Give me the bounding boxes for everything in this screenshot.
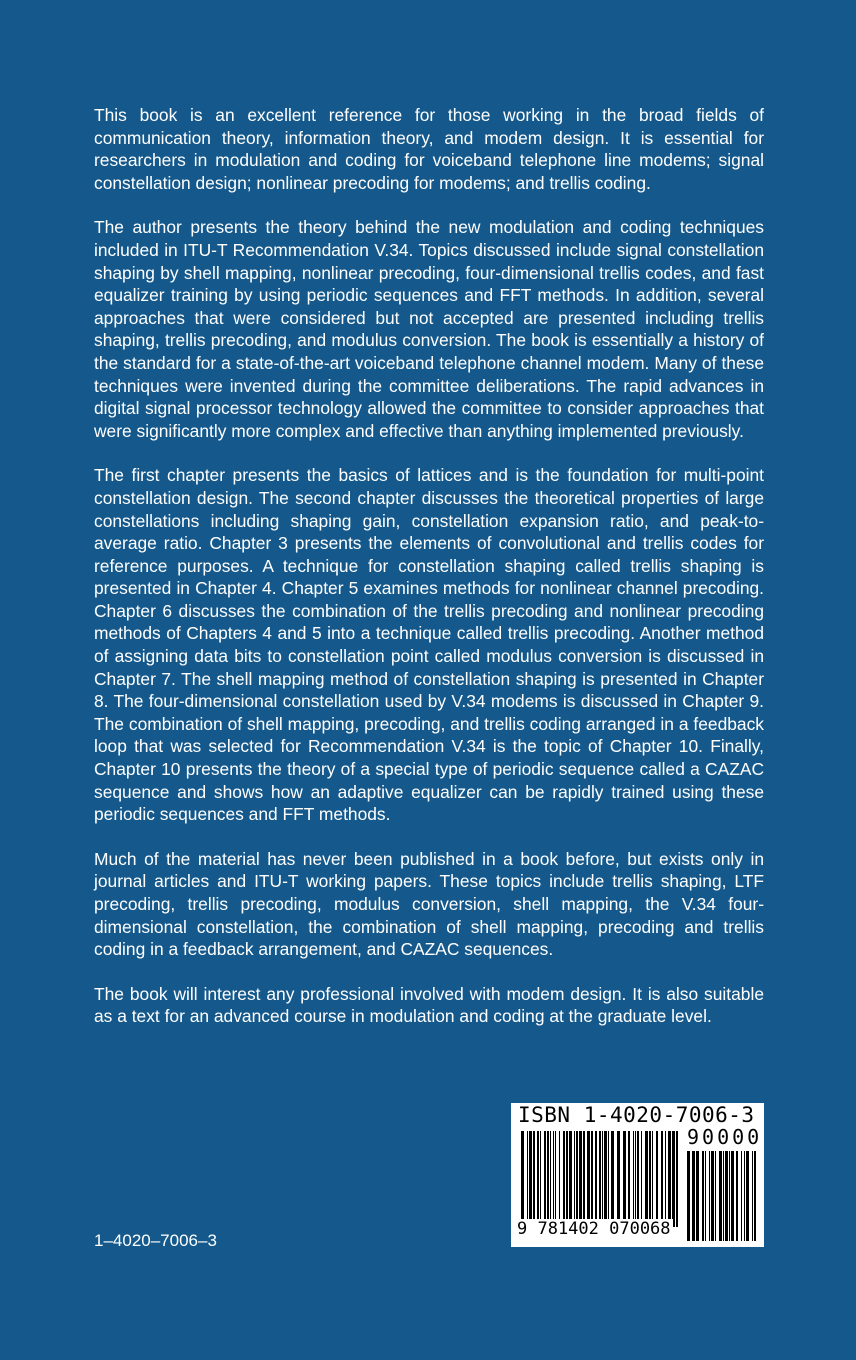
barcode-bar xyxy=(623,1131,626,1227)
barcode-bar xyxy=(692,1151,695,1241)
isbn-barcode xyxy=(511,1103,764,1247)
barcode-bar xyxy=(563,1131,565,1227)
blurb-text xyxy=(94,104,764,1050)
barcode-bar xyxy=(752,1151,753,1241)
barcode-bar xyxy=(641,1131,642,1227)
barcode-bar xyxy=(702,1151,704,1241)
addon-barcode-bars xyxy=(687,1151,757,1241)
barcode-bar xyxy=(744,1151,745,1241)
barcode-bar xyxy=(754,1151,756,1241)
blurb-paragraph-4: Much of the material has never been published in a book before, but exists only in journal articles and ITU-T working papers. These topics include trellis shaping, LTF precoding, trellis precoding, modulus conversion, shell mapping, the V.34 four-dimensional constellation, the combination of shell mapping, precoding and trellis coding in a feedback arrangement, and CAZAC sequences. xyxy=(94,848,764,960)
barcode-bar xyxy=(656,1131,658,1227)
barcode-bar xyxy=(529,1131,532,1227)
barcode-bar xyxy=(576,1131,578,1227)
barcode-bar xyxy=(587,1131,590,1227)
barcode-bar xyxy=(604,1131,607,1227)
barcode-bar xyxy=(736,1151,738,1241)
barcode-bar xyxy=(687,1151,690,1241)
barcode-bar xyxy=(537,1131,539,1227)
barcode-bar xyxy=(527,1131,528,1227)
barcode-bar xyxy=(709,1151,710,1241)
ean-barcode-bars xyxy=(521,1131,681,1227)
barcode-bar xyxy=(591,1131,593,1227)
barcode-bar xyxy=(645,1131,648,1227)
blurb-paragraph-1: This book is an excellent reference for those working in the broad fields of communication theory, information theory, and modem design. It is essential for researchers in modulation and coding for voiceband telephone line modems; signal constellation design; nonlinear precoding for modems; and trellis coding. xyxy=(94,105,764,193)
barcode-isbn-label: ISBN 1-4020-7006-3 xyxy=(518,1103,755,1127)
barcode-bar xyxy=(608,1131,609,1227)
barcode-bar xyxy=(574,1131,575,1227)
barcode-bar xyxy=(553,1131,554,1227)
barcode-bar xyxy=(540,1131,541,1227)
barcode-bar xyxy=(583,1131,585,1227)
barcode-ean-digits: 9 781402 070068 xyxy=(517,1219,671,1239)
barcode-bar xyxy=(566,1131,568,1227)
barcode-bar xyxy=(599,1131,601,1227)
isbn-number: 1–4020–7006–3 xyxy=(94,1231,217,1250)
barcode-bar xyxy=(611,1131,614,1227)
barcode-bar xyxy=(569,1131,572,1227)
barcode-bar xyxy=(672,1131,675,1227)
barcode-bar xyxy=(668,1131,671,1227)
barcode-bar xyxy=(637,1131,639,1227)
barcode-bar xyxy=(649,1131,651,1227)
barcode-bar xyxy=(652,1131,653,1227)
barcode-bar xyxy=(731,1151,734,1241)
barcode-bar xyxy=(547,1131,549,1227)
blurb-paragraph-3: The first chapter presents the basics of lattices and is the foundation for multi-point constellation design. The second chapter discusses the theoretical properties of large constellations including shaping gain, constellation expansion ratio, and peak-to-average ratio. Chapter 3 presents the elements of convolutional and trellis codes for reference purposes. A technique for constellation shaping called trellis shaping is presented in Chapter 4. Chapter 5 examines methods for nonlinear channel precoding. Chapter 6 discusses the combination of the trellis precoding and nonlinear precoding methods of Chapters 4 and 5 into a technique called trellis precoding. Another method of assigning data bits to constellation point called modulus conversion is discussed in Chapter 7. The shell mapping method of constellation shaping is presented in Chapter 8. The four-dimensional constellation used by V.34 modems is discussed in Chapter 9. The combination of shell mapping, precoding, and trellis coding arranged in a feedback loop that was selected for Recommendation V.34 is the topic of Chapter 10. Finally, Chapter 10 presents the theory of a special type of periodic sequence called a CAZAC sequence and shows how an adaptive equalizer can be rapidly trained using these periodic sequences and FFT methods. xyxy=(94,465,764,825)
barcode-bar xyxy=(635,1131,636,1227)
barcode-bar xyxy=(665,1131,666,1227)
barcode-bar xyxy=(705,1151,706,1241)
barcode-bar xyxy=(715,1151,716,1241)
blurb-paragraph-5: The book will interest any professional involved with modem design. It is also suitable as a text for an advanced course in modulation and coding at the graduate level. xyxy=(94,983,764,1027)
barcode-bar xyxy=(550,1131,551,1227)
barcode-bar xyxy=(602,1131,603,1227)
barcode-bar xyxy=(595,1131,597,1227)
barcode-bar xyxy=(559,1131,560,1227)
barcode-bar xyxy=(544,1131,546,1227)
barcode-bar xyxy=(521,1131,524,1227)
barcode-bar xyxy=(719,1151,722,1241)
barcode-bar xyxy=(579,1131,582,1227)
barcode-bar xyxy=(696,1151,699,1241)
barcode-bar xyxy=(746,1151,749,1241)
barcode-bar xyxy=(729,1151,730,1241)
barcode-bar xyxy=(725,1151,728,1241)
barcode-addon-digits: 90000 xyxy=(687,1125,763,1149)
barcode-bar xyxy=(533,1131,535,1227)
barcode-bar xyxy=(723,1151,724,1241)
barcode-bar xyxy=(628,1131,630,1227)
barcode-bar xyxy=(676,1131,678,1227)
barcode-bar xyxy=(555,1131,556,1227)
barcode-bar xyxy=(633,1131,634,1227)
barcode-bar xyxy=(617,1131,620,1227)
barcode-bar xyxy=(741,1151,742,1241)
barcode-bar xyxy=(661,1131,663,1227)
barcode-bar xyxy=(711,1151,714,1241)
blurb-paragraph-2: The author presents the theory behind the new modulation and coding techniques included in ITU-T Recommendation V.34. Topics discussed include signal constellation shaping by shell mapping, nonlinear precoding, four-dimensional trellis codes, and fast equalizer training by using periodic sequences and FFT methods. In addition, several approaches that were considered but not accepted are presented including trellis shaping, trellis precoding, and modulus conversion. The book is essentially a history of the standard for a state-of-the-art voiceband telephone channel modem. Many of these techniques were invented during the committee deliberations. The rapid advances in digital signal processor technology allowed the committee to consider approaches that were significantly more complex and effective than anything implemented previously. xyxy=(94,217,764,441)
